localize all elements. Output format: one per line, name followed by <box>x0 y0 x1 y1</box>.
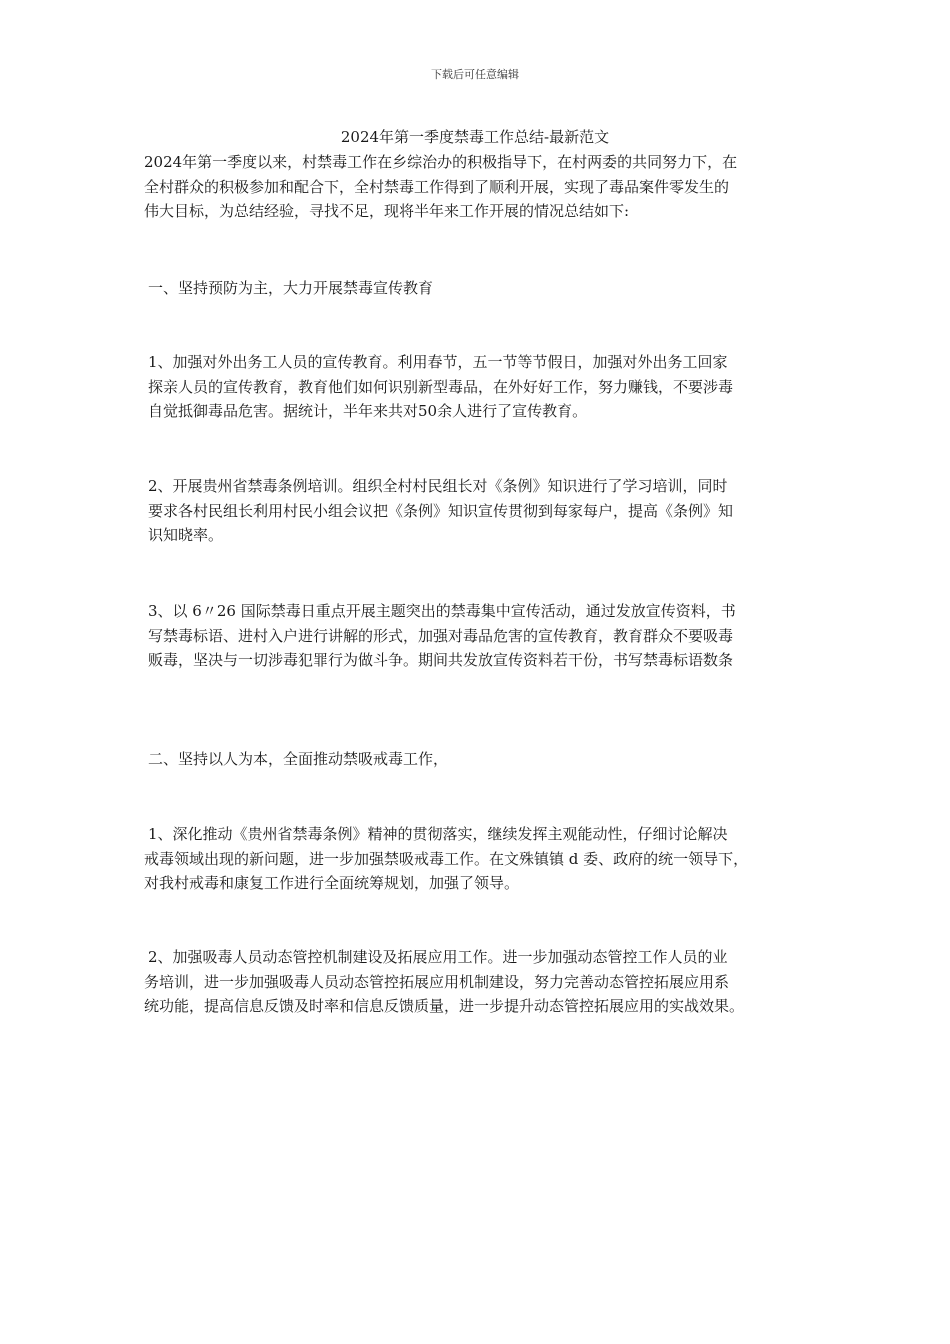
section1-item-3 <box>148 599 820 673</box>
paragraph-line: 统功能，提高信息反馈及时率和信息反馈质量，进一步提升动态管控拓展应用的实战效果。 <box>144 997 745 1015</box>
paragraph-line: 写禁毒标语、进村入户进行讲解的形式，加强对毒品危害的宣传教育，教育群众不要吸毒 <box>148 626 734 645</box>
document-title: 2024年第一季度禁毒工作总结-最新范文 <box>340 128 610 146</box>
intro-line: 全村群众的积极参加和配合下，全村禁毒工作得到了顺利开展，实现了毒品案件零发生的 <box>144 177 730 196</box>
intro-paragraph <box>144 150 816 224</box>
paragraph-line: 识知晓率。 <box>148 526 224 544</box>
intro-line: 2024年第一季度以来，村禁毒工作在乡综治办的积极指导下，在村两委的共同努力下，在 <box>144 153 738 171</box>
paragraph-line: 探亲人员的宣传教育，教育他们如何识别新型毒品，在外好好工作，努力赚钱，不要涉毒 <box>148 377 734 396</box>
paragraph-line: 2、加强吸毒人员动态管控机制建设及拓展应用工作。进一步加强动态管控工作人员的业 <box>148 948 728 966</box>
section2-item-1 <box>144 822 820 896</box>
paragraph-line: 务培训，进一步加强吸毒人员动态管控拓展应用机制建设，努力完善动态管控拓展应用系 <box>144 972 730 991</box>
section2-heading: 二、坚持以人为本，全面推动禁吸戒毒工作， <box>148 750 449 768</box>
paragraph-line: 要求各村民组长利用村民小组会议把《条例》知识宣传贯彻到每家每户，提高《条例》知 <box>148 501 734 520</box>
paragraph-line: 1、深化推动《贵州省禁毒条例》精神的贯彻落实，继续发挥主观能动性，仔细讨论解决 <box>148 825 728 843</box>
paragraph-line: 戒毒领域出现的新问题，进一步加强禁吸戒毒工作。在文殊镇镇 d 委、政府的统一领导下， <box>144 849 749 868</box>
header-note: 下载后可任意编辑 <box>431 68 519 81</box>
paragraph-line: 对我村戒毒和康复工作进行全面统筹规划，加强了领导。 <box>144 874 520 892</box>
section2-item-2 <box>144 945 820 1019</box>
paragraph-line: 2、开展贵州省禁毒条例培训。组织全村村民组长对《条例》知识进行了学习培训，同时 <box>148 477 728 495</box>
section1-heading: 一、坚持预防为主，大力开展禁毒宣传教育 <box>148 279 434 297</box>
paragraph-line: 3、以 6〃26 国际禁毒日重点开展主题突出的禁毒集中宣传活动，通过发放宣传资料，书 <box>148 602 736 620</box>
paragraph-line: 贩毒，坚决与一切涉毒犯罪行为做斗争。期间共发放宣传资料若干份，书写禁毒标语数条 <box>148 651 734 669</box>
section1-item-2 <box>148 474 820 548</box>
paragraph-line: 自觉抵御毒品危害。据统计，半年来共对50余人进行了宣传教育。 <box>148 402 588 420</box>
intro-line: 伟大目标，为总结经验，寻找不足，现将半年来工作开展的情况总结如下: <box>144 202 630 220</box>
section1-item-1 <box>148 350 820 424</box>
paragraph-line: 1、加强对外出务工人员的宣传教育。利用春节，五一节等节假日，加强对外出务工回家 <box>148 353 728 371</box>
